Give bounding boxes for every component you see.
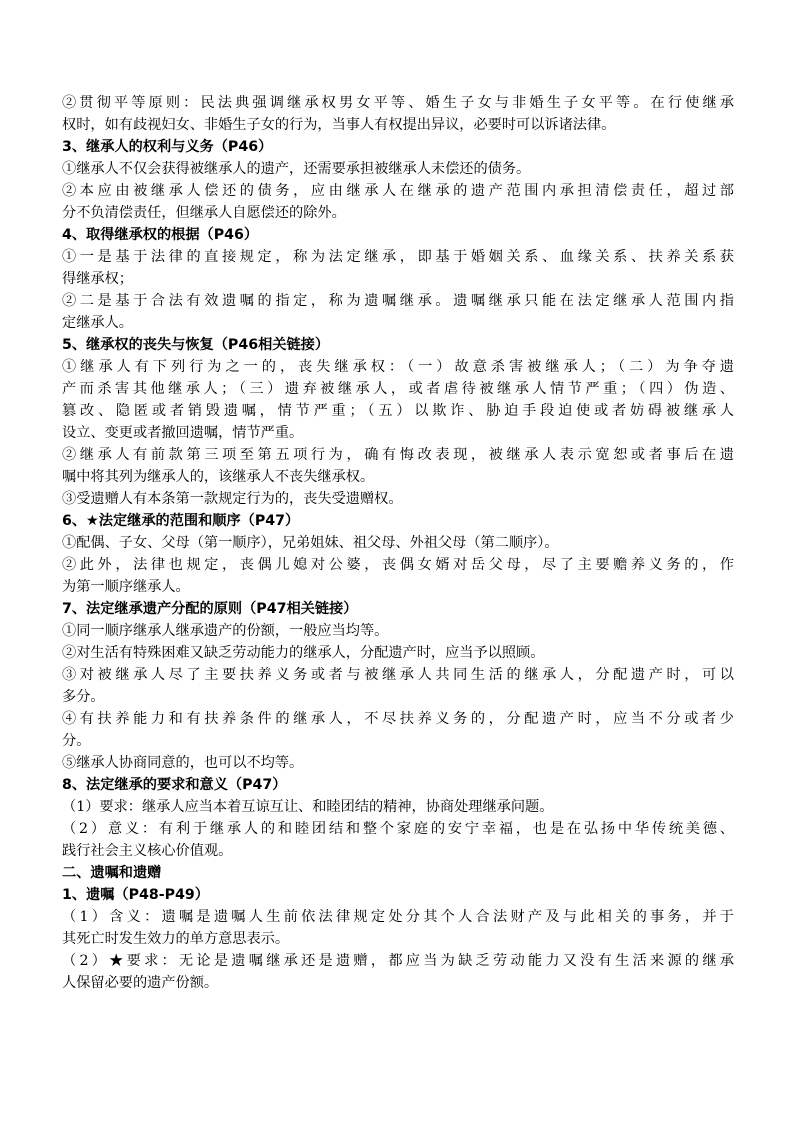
text-line: ①一是基于法律的直接规定，称为法定继承，即基于婚姻关系、血缘关系、扶养关系获 — [62, 249, 734, 265]
section-heading: 7、法定继承遗产分配的原则（P47相关链接） — [62, 601, 358, 617]
text-line: 践行社会主义核心价值观。 — [62, 843, 233, 859]
text-line: 嘱中将其列为继承人的，该继承人不丧失继承权。 — [62, 469, 375, 485]
text-line: 多分。 — [62, 689, 105, 705]
text-line: 人保留必要的遗产份额。 — [62, 975, 219, 991]
text-line: ②本应由被继承人偿还的债务，应由继承人在继承的遗产范围内承担清偿责任，超过部 — [62, 183, 734, 199]
text-line: 设立、变更或者撤回遗嘱，情节严重。 — [62, 425, 304, 441]
text-line: 篡改、隐匿或者销毁遗嘱，情节严重；（五）以欺诈、胁迫手段迫使或者妨碍被继承人 — [62, 403, 734, 419]
text-line: 得继承权； — [62, 271, 133, 287]
text-line: 分。 — [62, 733, 91, 749]
section-heading: 8、法定继承的要求和意义（P47） — [62, 777, 287, 793]
text-line: ④有扶养能力和有扶养条件的继承人，不尽扶养义务的，分配遗产时，应当不分或者少 — [62, 711, 734, 727]
text-line: ③受遗赠人有本条第一款规定行为的，丧失受遗赠权。 — [62, 491, 403, 507]
text-line: 其死亡时发生效力的单方意思表示。 — [62, 931, 290, 947]
text-line: ①同一顺序继承人继承遗产的份额，一般应当均等。 — [62, 623, 389, 639]
text-line: 权时，如有歧视妇女、非婚生子女的行为，当事人有权提出异议，必要时可以诉诸法律。 — [62, 117, 616, 133]
text-line: 产而杀害其他继承人；（三）遗弃被继承人，或者虐待被继承人情节严重；（四）伪造、 — [62, 381, 734, 397]
text-line: （1）含义：遗嘱是遗嘱人生前依法律规定处分其个人合法财产及与此相关的事务，并于 — [62, 909, 734, 925]
text-line: ②对生活有特殊困难又缺乏劳动能力的继承人，分配遗产时，应当予以照顾。 — [62, 645, 545, 661]
section-heading: 6、★法定继承的范围和顺序（P47） — [62, 513, 300, 529]
text-line: ②二是基于合法有效遗嘱的指定，称为遗嘱继承。遗嘱继承只能在法定继承人范围内指 — [62, 293, 734, 309]
text-line: ②此外，法律也规定，丧偶儿媳对公婆，丧偶女婿对岳父母，尽了主要赡养义务的，作 — [62, 557, 734, 573]
text-line: ⑤继承人协商同意的，也可以不均等。 — [62, 755, 304, 771]
section-heading: 4、取得继承权的根据（P46） — [62, 227, 259, 243]
text-line: ②继承人有前款第三项至第五项行为，确有悔改表现，被继承人表示宽恕或者事后在遗 — [62, 447, 734, 463]
text-line: ①继承人有下列行为之一的，丧失继承权：（一）故意杀害被继承人；（二）为争夺遗 — [62, 359, 734, 375]
section-heading: 1、遗嘱（P48-P49） — [62, 887, 209, 903]
section-heading: 5、继承权的丧失与恢复（P46相关链接） — [62, 337, 330, 353]
section-heading: 3、继承人的权利与义务（P46） — [62, 139, 273, 155]
text-line: ②贯彻平等原则：民法典强调继承权男女平等、婚生子女与非婚生子女平等。在行使继承 — [62, 95, 734, 111]
text-line: 定继承人。 — [62, 315, 133, 331]
text-line: 为第一顺序继承人。 — [62, 579, 190, 595]
text-line: （2）意义：有利于继承人的和睦团结和整个家庭的安宁幸福，也是在弘扬中华传统美德、 — [62, 821, 734, 837]
text-line: （1）要求：继承人应当本着互谅互让、和睦团结的精神，协商处理继承问题。 — [62, 799, 554, 815]
text-line: （2）★要求：无论是遗嘱继承还是遗赠，都应当为缺乏劳动能力又没有生活来源的继承 — [62, 953, 734, 969]
text-line: 分不负清偿责任，但继承人自愿偿还的除外。 — [62, 205, 346, 221]
text-line: ③对被继承人尽了主要扶养义务或者与被继承人共同生活的继承人，分配遗产时，可以 — [62, 667, 734, 683]
text-line: ①继承人不仅会获得被继承人的遗产，还需要承担被继承人未偿还的债务。 — [62, 161, 531, 177]
section-heading: 二、遗嘱和遗赠 — [62, 865, 162, 881]
text-line: ①配偶、子女、父母（第一顺序），兄弟姐妹、祖父母、外祖父母（第二顺序）。 — [62, 535, 559, 551]
document-body — [62, 92, 734, 994]
